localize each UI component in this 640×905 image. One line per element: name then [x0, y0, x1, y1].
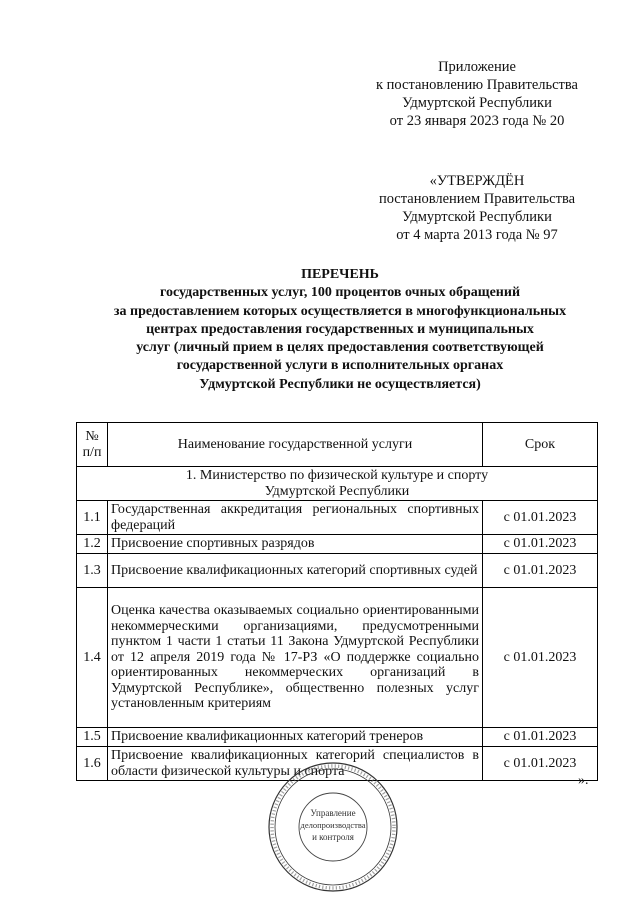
row-term: с 01.01.2023 [483, 535, 598, 554]
row-term: с 01.01.2023 [483, 728, 598, 747]
row-number: 1.2 [77, 535, 108, 554]
stamp-line: Управление [310, 808, 356, 818]
title-heading: ПЕРЕЧЕНЬ [301, 267, 379, 282]
row-number: 1.5 [77, 728, 108, 747]
services-table [76, 422, 598, 781]
row-service-name: Государственная аккредитация региональных спортивных федераций [108, 501, 483, 535]
row-term: с 01.01.2023 [483, 554, 598, 588]
table-header-row [77, 423, 598, 467]
row-term: с 01.01.2023 [483, 747, 598, 781]
row-number: 1.6 [77, 747, 108, 781]
closing-quote: ». [578, 773, 589, 788]
row-number: 1.3 [77, 554, 108, 588]
title-line: услуг (личный прием в целях предоставления соответствующей [136, 340, 544, 356]
title-line: центрах предоставления государственных и муниципальных [146, 321, 534, 337]
header-service-name: Наименование государственной услуги [108, 423, 483, 467]
row-service-name: Оценка качества оказываемых социально ориентированными некоммерческими организациями, предусмотренными пунктом 1 части 1 статьи 11 Закона Удмуртской Республики от 12 апреля 2019 года № 17-РЗ «О поддержке социально ориентированных некоммерческих организаций в Удмуртской Республике», общественно полезных услуг установленным критериям [108, 588, 483, 728]
approval-line: от 4 марта 2013 года № 97 [396, 227, 558, 243]
title-line: за предоставлением которых осуществляется в многофункциональных [113, 303, 567, 319]
section-title-text: 1. Министерство по физической культуре и спорту Удмуртской Республики [185, 467, 489, 499]
appendix-line: Приложение [438, 59, 516, 75]
appendix-block [360, 58, 594, 130]
header-number: № п/п [77, 423, 108, 467]
table-row [77, 535, 598, 554]
row-term: с 01.01.2023 [483, 588, 598, 728]
approval-line: «УТВЕРЖДЁН [429, 173, 525, 189]
section-title [77, 467, 598, 501]
stamp-line: и контроля [312, 832, 354, 842]
row-term: с 01.01.2023 [483, 501, 598, 535]
document-title [60, 266, 620, 394]
approval-line: Удмуртской Республики [402, 209, 552, 225]
table-row [77, 554, 598, 588]
approval-block [360, 172, 594, 244]
row-number: 1.1 [77, 501, 108, 535]
table-row [77, 501, 598, 535]
table-row [77, 588, 598, 728]
title-line: Удмуртской Республики не осуществляется) [199, 376, 481, 392]
stamp-line: делопроизводства [300, 820, 366, 830]
official-stamp [266, 760, 400, 894]
title-line: государственных услуг, 100 процентов очных обращений [159, 285, 521, 301]
appendix-line: от 23 января 2023 года № 20 [389, 113, 565, 129]
row-service-name: Присвоение квалификационных категорий спортивных судей [108, 554, 483, 588]
row-service-name: Присвоение квалификационных категорий тренеров [108, 728, 483, 747]
appendix-line: к постановлению Правительства [376, 77, 578, 93]
title-line: государственной услуги в исполнительных органах [176, 358, 504, 374]
table-row [77, 728, 598, 747]
appendix-line: Удмуртской Республики [402, 95, 552, 111]
header-term: Срок [483, 423, 598, 467]
row-number: 1.4 [77, 588, 108, 728]
row-service-name: Присвоение квалификационных категорий специалистов в области физической культуры и спорта [108, 747, 483, 781]
section-row [77, 467, 598, 501]
approval-line: постановлением Правительства [378, 191, 576, 207]
row-service-name: Присвоение спортивных разрядов [108, 535, 483, 554]
